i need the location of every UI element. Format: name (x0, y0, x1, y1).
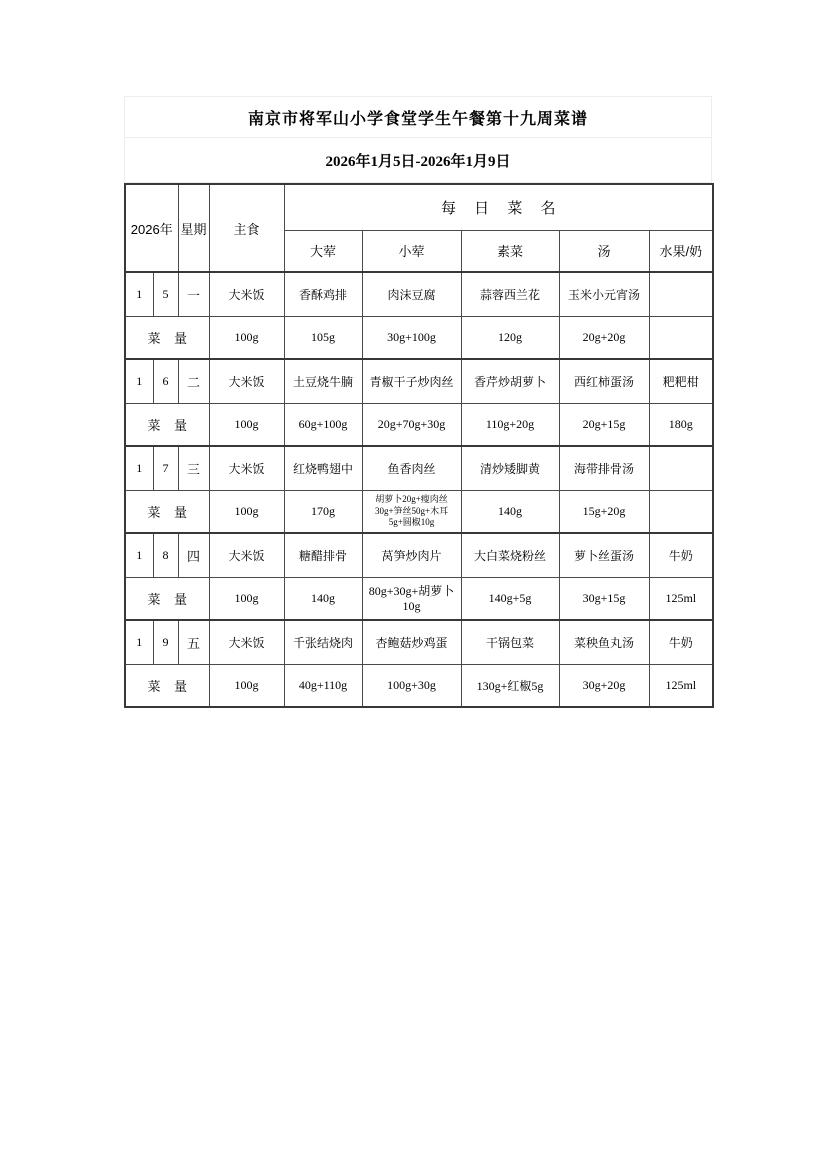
dish-cell-fruit-milk (649, 446, 713, 490)
weekday-cell: 三 (178, 446, 209, 490)
month-cell: 1 (125, 533, 153, 577)
day-cell: 8 (153, 533, 178, 577)
col-header-vegetable: 素菜 (461, 230, 559, 272)
dish-cell-vegetable: 清炒矮脚黄 (461, 446, 559, 490)
dish-cell-meat-side: 杏鲍菇炒鸡蛋 (362, 620, 461, 664)
staple-cell: 大米饭 (209, 533, 284, 577)
weekly-menu-table (124, 183, 714, 708)
amount-cell-staple: 100g (209, 577, 284, 620)
menu-sheet (124, 96, 712, 708)
amount-cell-fruit-milk (649, 490, 713, 533)
dish-cell-meat-side: 鱼香肉丝 (362, 446, 461, 490)
dish-cell-soup: 玉米小元宵汤 (559, 272, 649, 316)
day-cell: 7 (153, 446, 178, 490)
dish-cell-meat-main: 千张结烧肉 (284, 620, 362, 664)
month-cell: 1 (125, 446, 153, 490)
dish-cell-fruit-milk: 牛奶 (649, 620, 713, 664)
amount-cell-vegetable: 130g+红椒5g (461, 664, 559, 707)
weekday-cell: 一 (178, 272, 209, 316)
dish-cell-meat-side: 肉沫豆腐 (362, 272, 461, 316)
day-cell: 5 (153, 272, 178, 316)
amount-cell-meat-main: 105g (284, 316, 362, 359)
dish-cell-meat-side: 莴笋炒肉片 (362, 533, 461, 577)
dish-cell-fruit-milk (649, 272, 713, 316)
amount-cell-meat-side: 30g+100g (362, 316, 461, 359)
staple-cell: 大米饭 (209, 272, 284, 316)
day-row-thursday (125, 533, 713, 577)
dish-cell-meat-main: 红烧鸭翅中 (284, 446, 362, 490)
dish-cell-meat-main: 土豆烧牛腩 (284, 359, 362, 403)
amount-cell-fruit-milk: 125ml (649, 577, 713, 620)
amount-cell-soup: 15g+20g (559, 490, 649, 533)
amount-label-cell: 菜 量 (125, 316, 209, 359)
dish-cell-vegetable: 大白菜烧粉丝 (461, 533, 559, 577)
day-row-wednesday (125, 446, 713, 490)
col-header-meat-side: 小荤 (362, 230, 461, 272)
dish-cell-soup: 萝卜丝蛋汤 (559, 533, 649, 577)
month-cell: 1 (125, 359, 153, 403)
staple-cell: 大米饭 (209, 359, 284, 403)
amount-cell-meat-side: 20g+70g+30g (362, 403, 461, 446)
amount-label-cell: 菜 量 (125, 577, 209, 620)
amount-cell-vegetable: 120g (461, 316, 559, 359)
amount-cell-soup: 20g+20g (559, 316, 649, 359)
dish-cell-soup: 海带排骨汤 (559, 446, 649, 490)
amount-cell-fruit-milk: 125ml (649, 664, 713, 707)
amount-row-friday (125, 664, 713, 707)
amount-label-cell: 菜 量 (125, 490, 209, 533)
year-header: 2026年 (125, 184, 178, 272)
document-title: 南京市将军山小学食堂学生午餐第十九周菜谱 (124, 96, 712, 137)
col-header-fruit-milk: 水果/奶 (649, 230, 713, 272)
month-cell: 1 (125, 272, 153, 316)
dish-cell-vegetable: 香芹炒胡萝卜 (461, 359, 559, 403)
amount-cell-vegetable: 140g (461, 490, 559, 533)
amount-cell-vegetable: 110g+20g (461, 403, 559, 446)
amount-cell-meat-side: 胡萝卜20g+瘦肉丝30g+笋丝50g+木耳5g+圆椒10g (362, 490, 461, 533)
dish-cell-meat-main: 香酥鸡排 (284, 272, 362, 316)
amount-cell-fruit-milk (649, 316, 713, 359)
amount-cell-soup: 20g+15g (559, 403, 649, 446)
amount-cell-staple: 100g (209, 664, 284, 707)
date-range: 2026年1月5日-2026年1月9日 (124, 137, 712, 183)
daily-menu-header: 每 日 菜 名 (284, 184, 713, 230)
dish-cell-fruit-milk: 牛奶 (649, 533, 713, 577)
weekday-cell: 二 (178, 359, 209, 403)
day-row-monday (125, 272, 713, 316)
amount-cell-meat-main: 170g (284, 490, 362, 533)
amount-row-thursday (125, 577, 713, 620)
amount-cell-staple: 100g (209, 490, 284, 533)
staple-cell: 大米饭 (209, 446, 284, 490)
dish-cell-meat-main: 糖醋排骨 (284, 533, 362, 577)
col-header-soup: 汤 (559, 230, 649, 272)
amount-label-cell: 菜 量 (125, 664, 209, 707)
amount-row-monday (125, 316, 713, 359)
weekday-cell: 四 (178, 533, 209, 577)
amount-cell-meat-side: 80g+30g+胡萝卜10g (362, 577, 461, 620)
amount-cell-staple: 100g (209, 316, 284, 359)
amount-cell-meat-main: 60g+100g (284, 403, 362, 446)
staple-header: 主食 (209, 184, 284, 272)
weekday-cell: 五 (178, 620, 209, 664)
dish-cell-soup: 西红柿蛋汤 (559, 359, 649, 403)
amount-row-tuesday (125, 403, 713, 446)
amount-cell-staple: 100g (209, 403, 284, 446)
amount-row-wednesday (125, 490, 713, 533)
amount-cell-meat-main: 140g (284, 577, 362, 620)
amount-cell-fruit-milk: 180g (649, 403, 713, 446)
amount-cell-meat-side: 100g+30g (362, 664, 461, 707)
col-header-meat-main: 大荤 (284, 230, 362, 272)
dish-cell-soup: 菜秧鱼丸汤 (559, 620, 649, 664)
day-row-tuesday (125, 359, 713, 403)
weekday-header: 星期 (178, 184, 209, 272)
day-cell: 6 (153, 359, 178, 403)
dish-cell-fruit-milk: 粑粑柑 (649, 359, 713, 403)
day-row-friday (125, 620, 713, 664)
dish-cell-vegetable: 干锅包菜 (461, 620, 559, 664)
amount-cell-soup: 30g+15g (559, 577, 649, 620)
dish-cell-meat-side: 青椒干子炒肉丝 (362, 359, 461, 403)
amount-cell-soup: 30g+20g (559, 664, 649, 707)
amount-cell-meat-main: 40g+110g (284, 664, 362, 707)
month-cell: 1 (125, 620, 153, 664)
staple-cell: 大米饭 (209, 620, 284, 664)
amount-label-cell: 菜 量 (125, 403, 209, 446)
dish-cell-vegetable: 蒜蓉西兰花 (461, 272, 559, 316)
amount-cell-vegetable: 140g+5g (461, 577, 559, 620)
day-cell: 9 (153, 620, 178, 664)
